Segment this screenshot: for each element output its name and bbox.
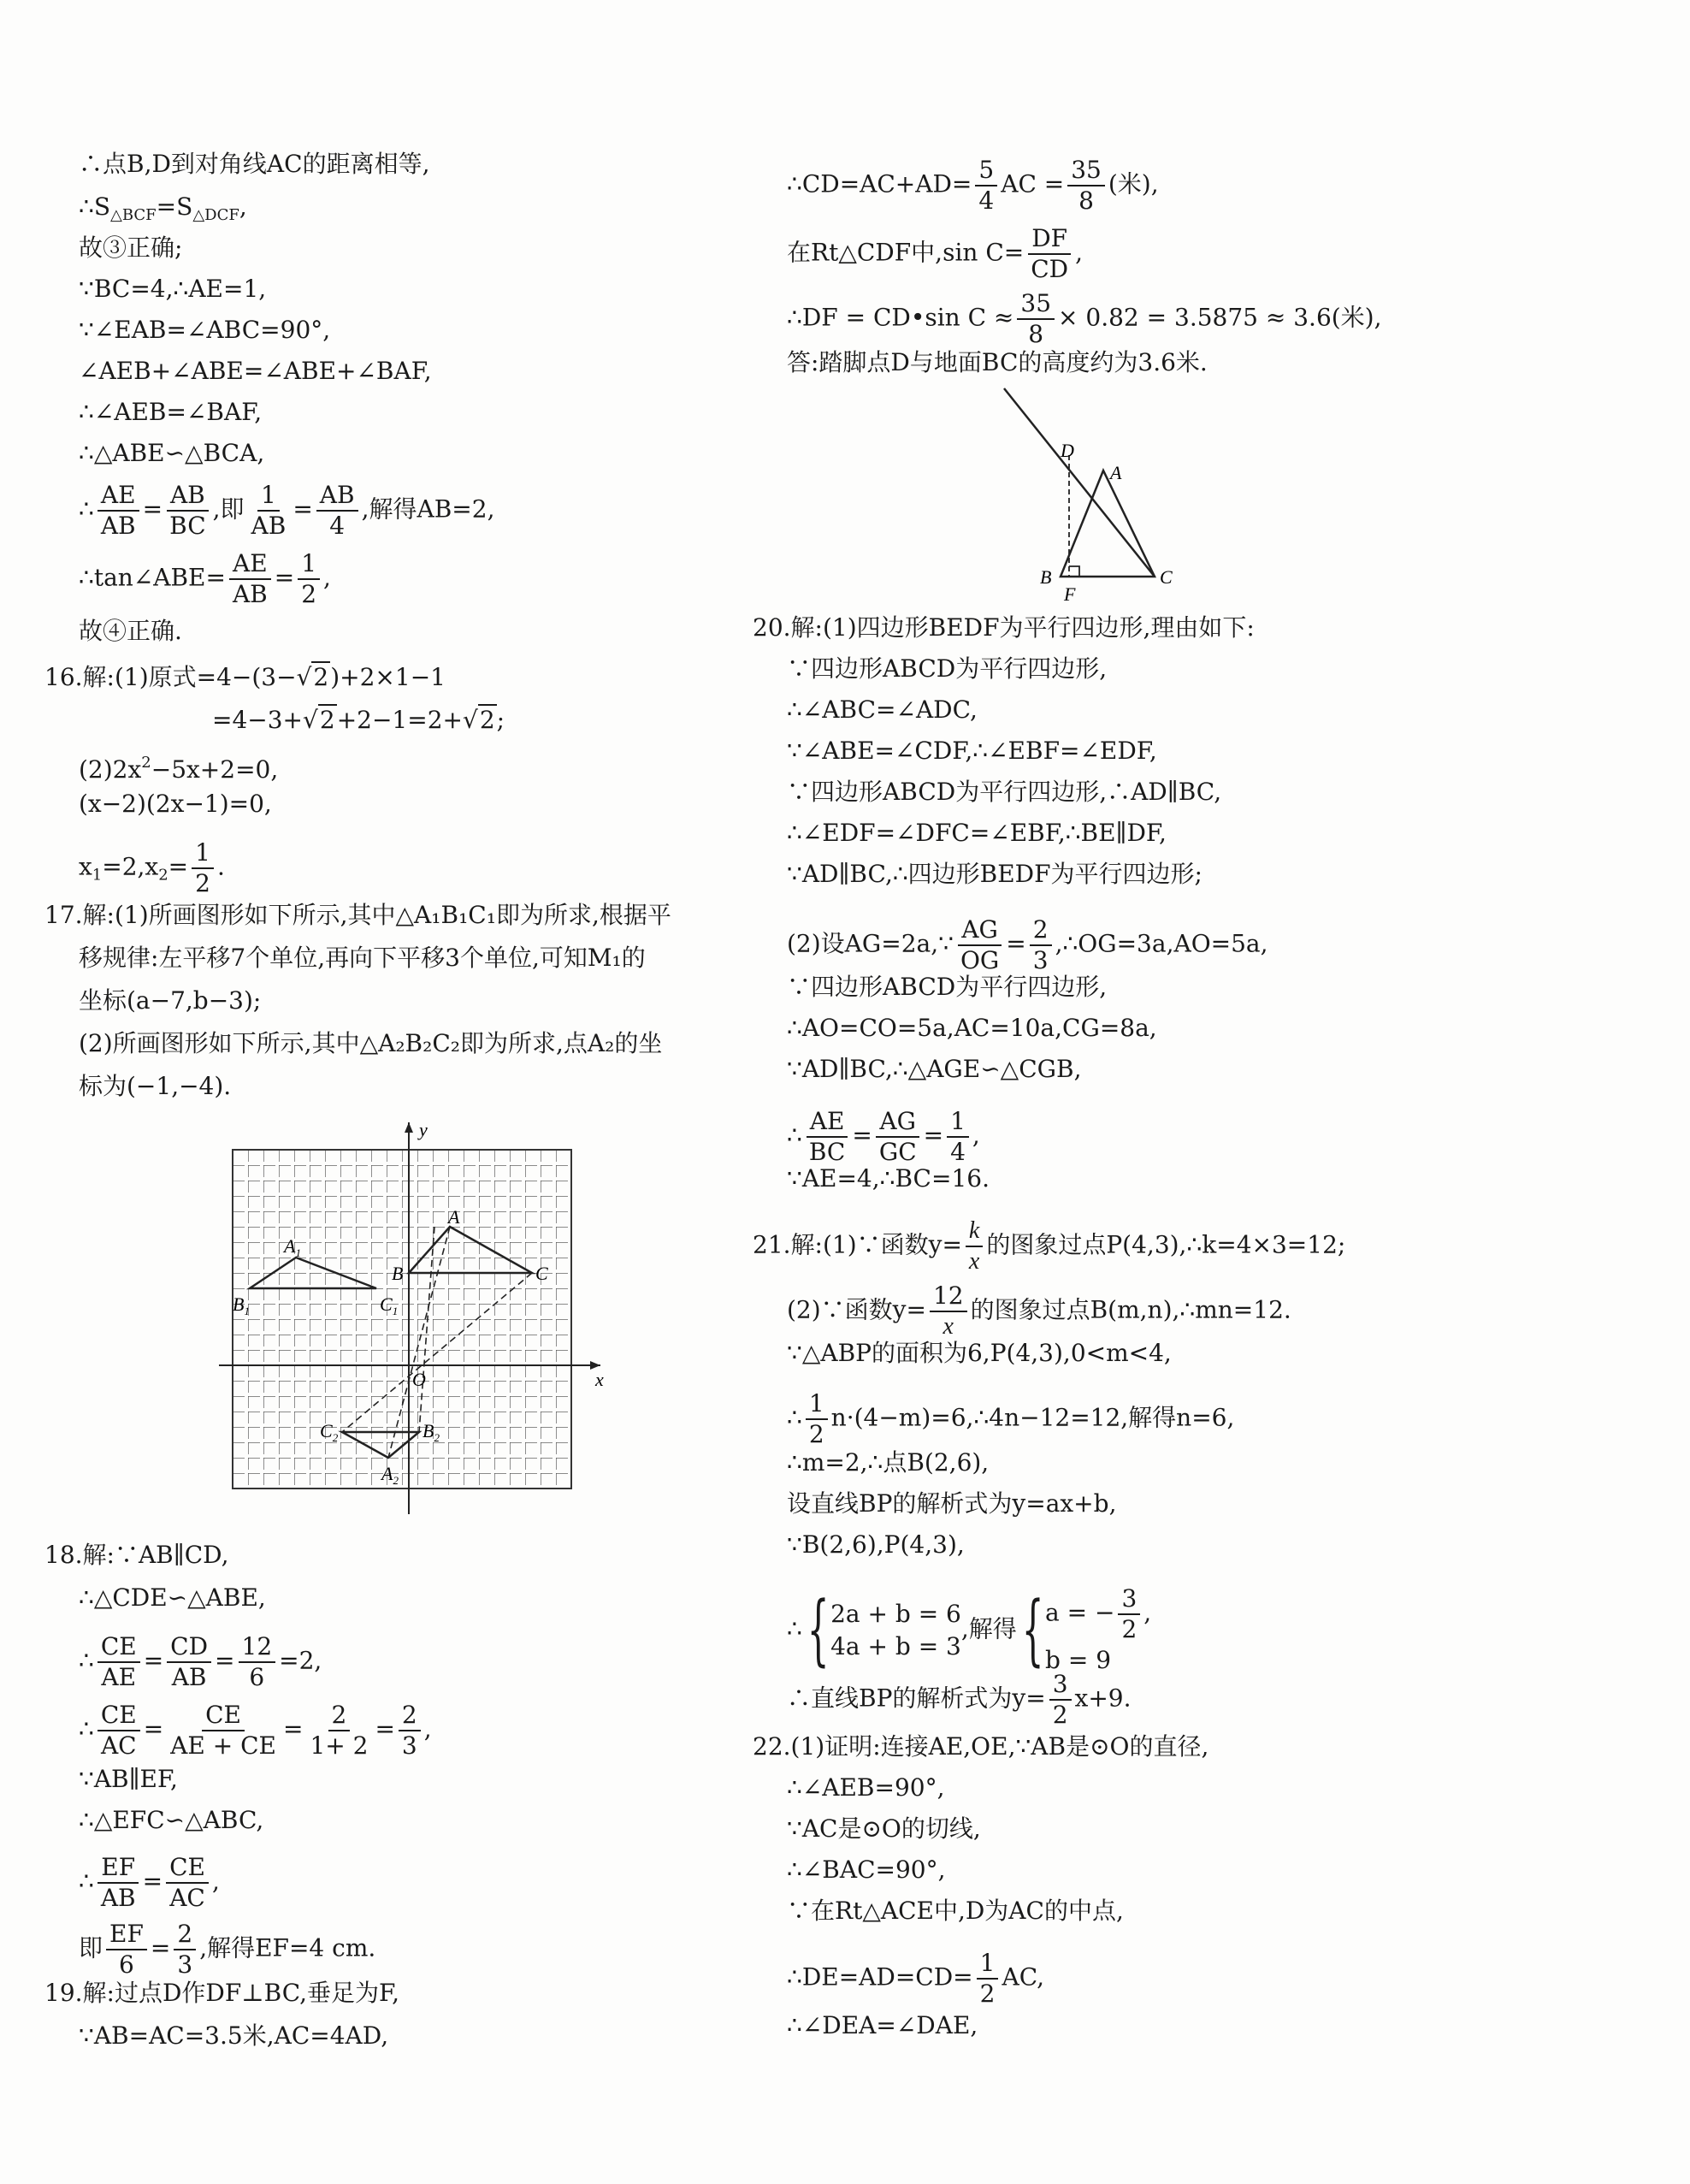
text-line: (2)设AG=2a,∵ $\frac{AG}{OG}$ = $\frac{2}{3}$ ,∴OG=3a,AO=5a, [787, 915, 1268, 974]
triangle-ABC-figure [1061, 471, 1155, 577]
text-line: ∴ $\frac{CE}{AC}$ = $\frac{CE}{AE + CE}$ = $\frac{2}{1+ 2}$ = $\frac{2}{3}$ , [79, 1701, 432, 1760]
text-line: ∴△EFC∽△ABC, [79, 1806, 264, 1834]
text-line: ∴ $\frac{CE}{AE}$ = $\frac{CD}{AB}$ = $\frac{12}{6}$ =2, [79, 1632, 322, 1691]
text-line: ∴DE=AD=CD= $\frac{1}{2}$ AC, [787, 1949, 1045, 2008]
text-line: ∵∠EAB=∠ABC=90°, [79, 316, 331, 344]
y-axis-label: y [419, 1119, 428, 1140]
text-line: ∴∠ABC=∠ADC, [787, 695, 978, 724]
text-line: 坐标(a−7,b−3); [79, 986, 262, 1015]
text-line: ∴△ABE∽△BCA, [79, 439, 265, 467]
text-line: ∵∠ABE=∠CDF,∴∠EBF=∠EDF, [787, 737, 1157, 765]
text-line: (2)所画图形如下所示,其中△A₂B₂C₂即为所求,点A₂的坐 [79, 1029, 663, 1057]
grid-area [233, 1150, 571, 1489]
label-F: F [1064, 583, 1076, 605]
text-line: ∴△CDE∽△ABE, [79, 1583, 266, 1612]
text-line: ∴点B,D到对角线AC的距离相等, [79, 150, 430, 178]
text-line: ∴∠AEB=90°, [787, 1773, 945, 1802]
ladder-line [1004, 388, 1155, 577]
text-line: 20.解:(1)四边形BEDF为平行四边形,理由如下: [753, 613, 1255, 642]
label-A1: $A_1$ [284, 1235, 301, 1259]
text-line: ∵AD∥BC,∴△AGE∽△CGB, [787, 1055, 1082, 1083]
label-B2: $B_2$ [422, 1420, 440, 1444]
text-line: =4−3+√2+2−1=2+√2; [212, 706, 505, 734]
origin-label: O [412, 1369, 426, 1390]
text-line: ∴∠BAC=90°, [787, 1856, 946, 1884]
text-line: ∵B(2,6),P(4,3), [787, 1530, 965, 1559]
label-B: B [392, 1263, 404, 1284]
label-B1: $B_1$ [233, 1293, 250, 1317]
text-line: (2)∵函数y= $\frac{12}{x}$ 的图象过点B(m,n),∴mn=12. [787, 1281, 1291, 1340]
y-axis-arrow-icon [405, 1122, 413, 1133]
text-line: ∴∠AEB=∠BAF, [79, 398, 263, 426]
label-A: A [1110, 462, 1122, 483]
text-line: ∴m=2,∴点B(2,6), [787, 1448, 990, 1477]
text-line: $\therefore S_{\triangle BCF}=S_{\triangle DCF}$, [79, 192, 247, 224]
text-line: 故④正确. [79, 617, 182, 645]
x-axis-label: x [595, 1369, 604, 1390]
text-line: ∵四边形ABCD为平行四边形, [787, 973, 1108, 1001]
text-line: (x−2)(2x−1)=0, [79, 790, 272, 818]
text-line: ∵AC是⊙O的切线, [787, 1814, 981, 1843]
text-line: 设直线BP的解析式为y=ax+b, [787, 1489, 1117, 1518]
text-line: ∵四边形ABCD为平行四边形,∴AD∥BC, [787, 778, 1222, 806]
text-line: 22.(1)证明:连接AE,OE,∵AB是⊙O的直径, [753, 1732, 1209, 1761]
text-line: ∵BC=4,∴AE=1, [79, 275, 267, 303]
text-line: $(2)2x^2-5x+2=0$, [79, 754, 279, 784]
text-line: ∠AEB+∠ABE=∠ABE+∠BAF, [79, 357, 432, 385]
text-line: ∴tan∠ABE= $\frac{AE}{AB}$ = $\frac{1}{2}$ , [79, 549, 331, 608]
text-line: 18.解:∵AB∥CD, [44, 1541, 229, 1569]
text-line: ∴ $\frac{1}{2}$ n·(4−m)=6,∴4n−12=12,解得n=6, [787, 1389, 1235, 1448]
label-D: D [1061, 440, 1074, 461]
label-C2: $C_2$ [320, 1420, 339, 1444]
text-line: ∴AO=CO=5a,AC=10a,CG=8a, [787, 1014, 1157, 1042]
right-angle-mark [1069, 566, 1079, 577]
text-line: ∴DF = CD•sin C ≈ $\frac{35}{8}$ × 0.82 = 3.5875 ≈ 3.6(米), [787, 289, 1382, 348]
text-line: 在Rt△CDF中,sin C= $\frac{DF}{CD}$ , [787, 224, 1083, 283]
text-line: ∵AD∥BC,∴四边形BEDF为平行四边形; [787, 860, 1202, 888]
text-line: 移规律:左平移7个单位,再向下平移3个单位,可知M₁的 [79, 944, 646, 972]
label-C: C [1160, 566, 1173, 588]
text-line: 16.解:(1)原式=4−(3−√2)+2×1−1 [44, 663, 446, 691]
text-line: ∴∠EDF=∠DFC=∠EBF,∴BE∥DF, [787, 819, 1167, 847]
text-line: 即 $\frac{EF}{6}$ = $\frac{2}{3}$ ,解得EF=4 cm. [79, 1920, 376, 1979]
text-line: ∴∠DEA=∠DAE, [787, 2011, 978, 2039]
text-line: 标为(−1,−4). [79, 1072, 232, 1100]
text-line: ∵AB∥EF, [79, 1765, 178, 1793]
text-line: ∴ $\frac{AE}{AB}$ = $\frac{AB}{BC}$ ,即 $\frac{1}{AB}$ = $\frac{AB}{4}$ ,解得AB=2, [79, 481, 495, 540]
text-line: ∵AB=AC=3.5米,AC=4AD, [79, 2021, 389, 2050]
text-line: ∵AE=4,∴BC=16. [787, 1164, 990, 1193]
text-line: ∵△ABP的面积为6,P(4,3),0<m<4, [787, 1339, 1172, 1367]
label-A: A [448, 1206, 460, 1228]
label-C: C [535, 1263, 548, 1284]
text-line: 故③正确; [79, 234, 183, 262]
text-line: 21.解:(1)∵函数y= $\frac{k}{x}$ 的图象过点P(4,3),∴k=4×3=12; [753, 1217, 1346, 1275]
text-line: 答:踏脚点D与地面BC的高度约为3.6米. [787, 348, 1208, 376]
text-line: ∴ $\frac{AE}{BC}$ = $\frac{AG}{GC}$ = $\frac{1}{4}$ , [787, 1107, 980, 1166]
text-line: ∴直线BP的解析式为y= $\frac{3}{2}$ x+9. [787, 1670, 1132, 1729]
label-B: B [1040, 566, 1052, 588]
text-line: 17.解:(1)所画图形如下所示,其中△A₁B₁C₁即为所求,根据平 [44, 901, 671, 929]
label-C1: $C_1$ [380, 1293, 399, 1317]
text-line: ∵四边形ABCD为平行四边形, [787, 654, 1108, 683]
coordinate-grid-figure [173, 1112, 635, 1523]
text-line: 19.解:过点D作DF⊥BC,垂足为F, [44, 1979, 400, 2007]
text-line: ∴CD=AC+AD= $\frac{5}{4}$ AC = $\frac{35}{8}$ (米), [787, 156, 1159, 215]
text-line: $x_1=2,x_2=$ $\frac{1}{2}$ . [79, 838, 225, 897]
label-A2: $A_2$ [381, 1463, 399, 1487]
text-line: ∵在Rt△ACE中,D为AC的中点, [787, 1897, 1124, 1925]
text-line: ∴{ 2a + b = 6 4a + b = 3 ,解得{ a = − $\frac{3}{2}$ , b = 9 [787, 1584, 1152, 1675]
triangle-figure [975, 385, 1266, 607]
text-line: ∴ $\frac{EF}{AB}$ = $\frac{CE}{AC}$ , [79, 1853, 220, 1912]
